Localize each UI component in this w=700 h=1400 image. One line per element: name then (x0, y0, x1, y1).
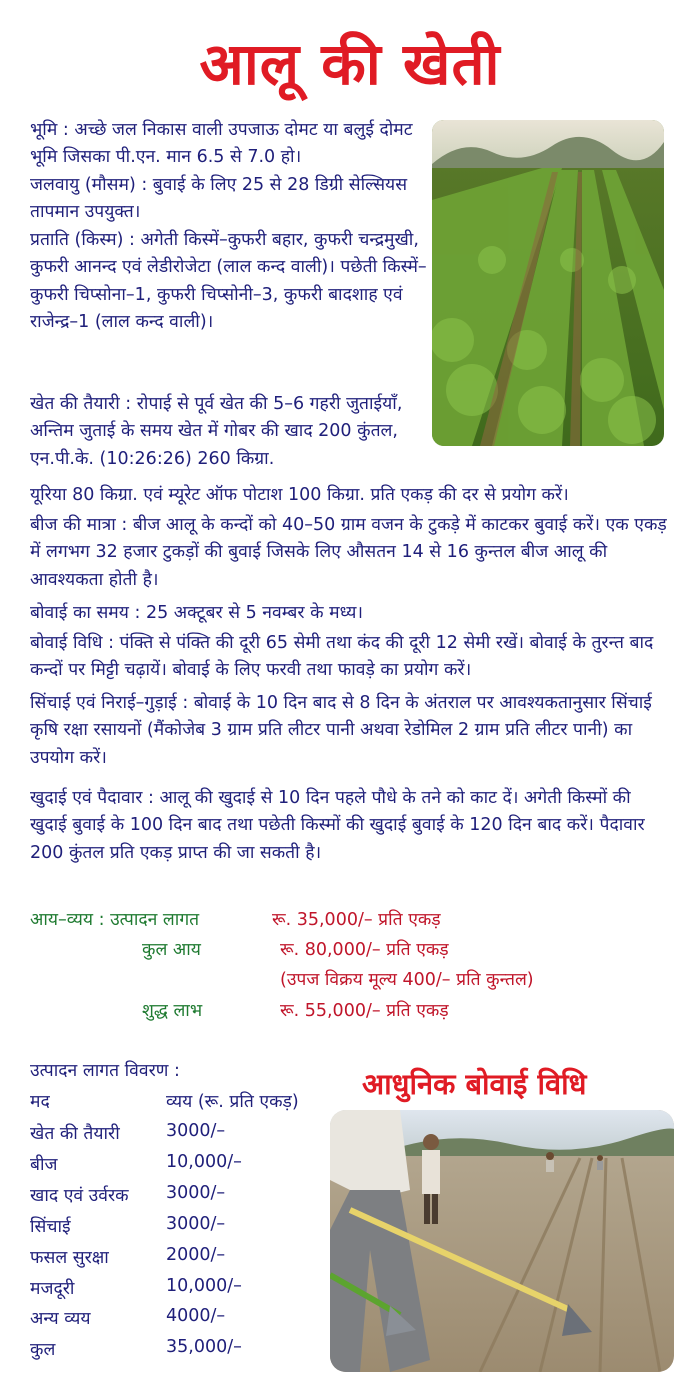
profit-value: रू. 55,000/– प्रति एकड़ (280, 1001, 449, 1021)
cost-row-amount: 3000/– (166, 1214, 226, 1234)
paragraph-soil: भूमि : अच्छे जल निकास वाली उपजाऊ दोमट या बलुई दोमट भूमि जिसका पी.एन. मान 6.5 से 7.0 हो। (30, 120, 413, 168)
cost-row-amount: 4000/– (166, 1306, 226, 1326)
cost-row-amount: 3000/– (166, 1121, 226, 1141)
sowing-method-photo (330, 1110, 674, 1372)
cost-row-item: फसल सुरक्षा (30, 1248, 109, 1268)
cost-row-item: अन्य व्यय (30, 1309, 91, 1329)
paragraph-fertilizer: यूरिया 80 किग्रा. एवं म्यूरेट ऑफ पोटाश 100 किग्रा. प्रति एकड़ की दर से प्रयोग करें। (30, 485, 569, 505)
cost-row-amount: 3000/– (166, 1183, 226, 1203)
cost-table-col-amount: व्यय (रू. प्रति एकड़) (166, 1092, 299, 1112)
paragraph-climate: जलवायु (मौसम) : बुवाई के लिए 25 से 28 डिग्री सेल्सियस तापमान उपयुक्त। (30, 175, 408, 223)
sowing-method-heading: आधुनिक बोवाई विधि (362, 1067, 587, 1101)
paragraph-sowing-method: बोवाई विधि : पंक्ति से पंक्ति की दूरी 65 सेमी तथा कंद की दूरी 12 सेमी रखें। बोवाई के तुरन्त बाद कन्दों पर मिट्टी चढ़ायें। बोवाई के लिए फरवी तथा फावड़े का प्रयोग करें। (30, 633, 654, 681)
profit-label: शुद्ध लाभ (142, 1001, 203, 1021)
cost-row-item: मजदूरी (30, 1279, 75, 1299)
cost-row-item: खाद एवं उर्वरक (30, 1186, 129, 1206)
cost-value: रू. 35,000/– प्रति एकड़ (272, 910, 441, 930)
income-value: रू. 80,000/– प्रति एकड़ (280, 940, 449, 960)
potato-field-photo (432, 120, 664, 446)
paragraph-irrigation: सिंचाई एवं निराई–गुड़ाई : बोवाई के 10 दिन बाद से 8 दिन के अंतराल पर आवश्यकतानुसार सिंचाई कृषि रक्षा रसायनों (मैंकोजेब 3 ग्राम प्रति लीटर पानी अथवा रेडोमिल 2 ग्राम प्रति लीटर पानी) का उपयोग करें। (30, 693, 652, 768)
cost-label: आय–व्यय : उत्पादन लागत (30, 910, 200, 930)
cost-row-amount: 2000/– (166, 1245, 226, 1265)
income-note: (उपज विक्रय मूल्य 400/– प्रति कुन्तल) (280, 970, 534, 990)
page-title: आलू की खेती (199, 30, 501, 98)
cost-table-col-item: मद (30, 1092, 50, 1112)
cost-row-item: सिंचाई (30, 1217, 71, 1237)
cost-row-amount: 10,000/– (166, 1276, 242, 1296)
cost-row-amount: 35,000/– (166, 1337, 242, 1357)
cost-row-item: कुल (30, 1340, 56, 1360)
paragraph-sowing-time: बोवाई का समय : 25 अक्टूबर से 5 नवम्बर के मध्य। (30, 603, 363, 623)
cost-row-item: बीज (30, 1155, 58, 1175)
cost-row-item: खेत की तैयारी (30, 1124, 120, 1144)
cost-table-heading: उत्पादन लागत विवरण : (30, 1061, 180, 1081)
paragraph-field-preparation: खेत की तैयारी : रोपाई से पूर्व खेत की 5–6 गहरी जुताईयाँ, अन्तिम जुताई के समय खेत में गोबर की खाद 200 कुंतल, एन.पी.के. (10:26:26) 260 किग्रा. (30, 394, 403, 469)
paragraph-seed-quantity: बीज की मात्रा : बीज आलू के कन्दों को 40–50 ग्राम वजन के टुकड़े में काटकर बुवाई करें। एक एकड़ में लगभग 32 हजार टुकड़ों की बुवाई जिसके लिए औसतन 14 से 16 कुन्तल बीज आलू की आवश्यकता होती है। (30, 515, 667, 590)
income-label: कुल आय (142, 940, 201, 960)
paragraph-harvest: खुदाई एवं पैदावार : आलू की खुदाई से 10 दिन पहले पौधे के तने को काट दें। अगेती किस्मों की खुदाई बुवाई के 100 दिन बाद तथा पछेती किस्मों की खुदाई बुवाई के 120 दिन बाद करें। पैदावार 200 कुंतल प्रति एकड़ प्राप्त की जा सकती है। (30, 788, 645, 863)
paragraph-varieties: प्रताति (किस्म) : अगेती किस्में–कुफरी बहार, कुफरी चन्द्रमुखी, कुफरी आनन्द एवं लेडीरोजेटा (लाल कन्द वाली)। पछेती किस्में–कुफरी चिप्सोना–1, कुफरी चिप्सोनी–3, कुफरी बादशाह एवं राजेन्द्र–1 (लाल कन्द वाली)। (30, 230, 427, 332)
cost-row-amount: 10,000/– (166, 1152, 242, 1172)
